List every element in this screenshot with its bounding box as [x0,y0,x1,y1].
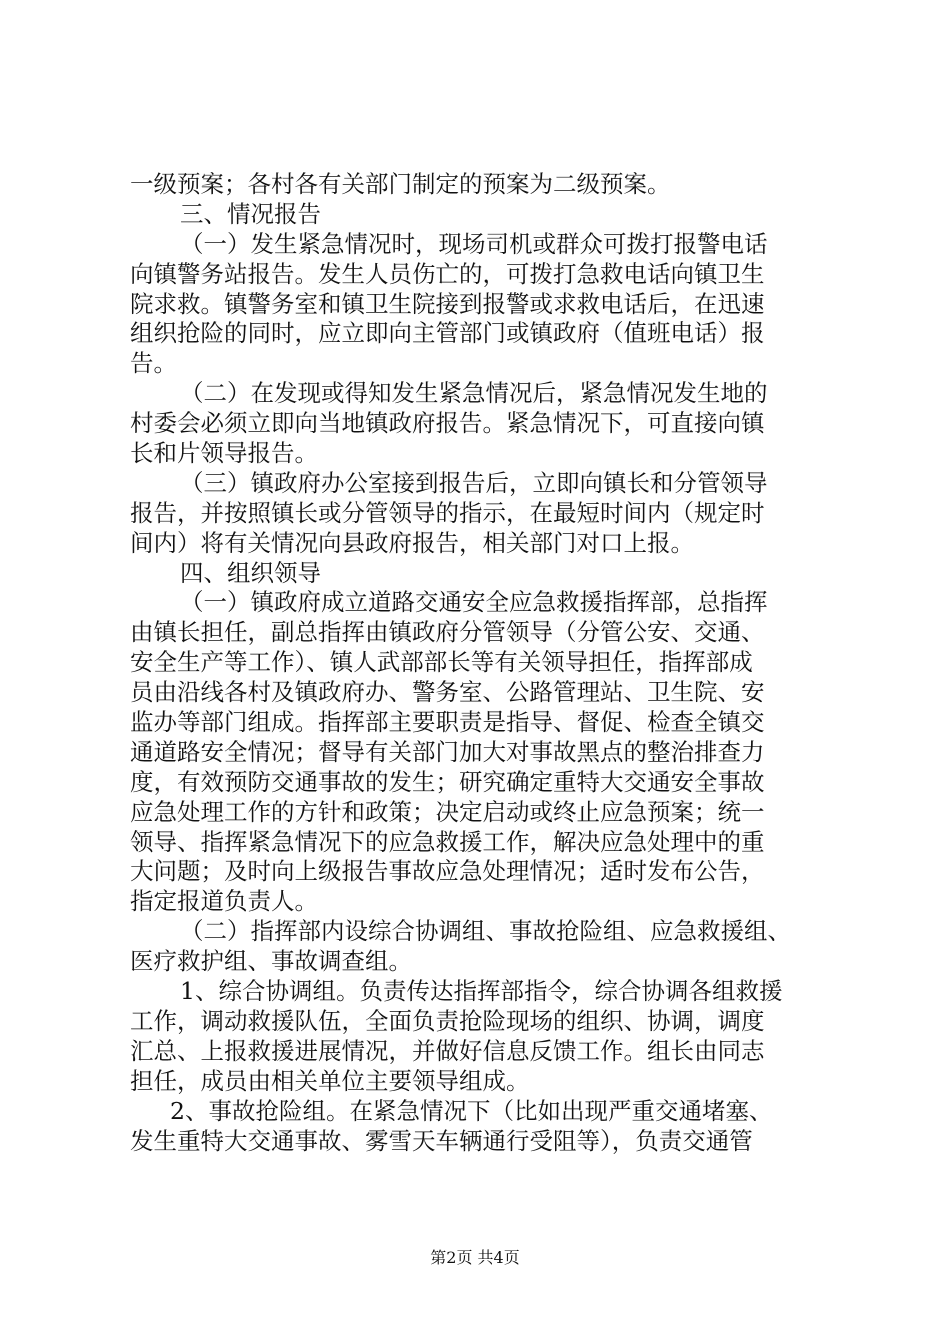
text-line: 度，有效预防交通事故的发生；研究确定重特大交通安全事故 [130,767,765,796]
document-body [130,170,850,1156]
text-line: 组织抢险的同时，应立即向主管部门或镇政府（值班电话）报 [130,319,765,348]
page-footer: 第2页 共4页 [430,1248,520,1267]
text-line: （一）发生紧急情况时，现场司机或群众可拨打报警电话 [180,229,768,258]
text-line: 报告，并按照镇长或分管领导的指示，在最短时间内（规定时 [130,498,765,527]
text-line: （二）在发现或得知发生紧急情况后，紧急情况发生地的 [180,379,768,408]
text-line: 三、情况报告 [180,199,321,228]
text-line: 2、事故抢险组。在紧急情况下（比如出现严重交通堵塞、 [170,1096,773,1125]
text-line: 院求救。镇警务室和镇卫生院接到报警或求救电话后，在迅速 [130,289,765,318]
text-line: 告。 [130,349,177,378]
text-line: 大问题；及时向上级报告事故应急处理情况；适时发布公告， [130,857,765,886]
text-line: 1、综合协调组。负责传达指挥部指令，综合协调各组救援 [180,977,783,1006]
text-line: 发生重特大交通事故、雾雪天车辆通行受阻等），负责交通管 [130,1126,753,1155]
text-line: 医疗救护组、事故调查组。 [130,947,412,976]
text-line: 由镇长担任，副总指挥由镇政府分管领导（分管公安、交通、 [130,618,765,647]
text-line: （一）镇政府成立道路交通安全应急救援指挥部，总指挥 [180,588,768,617]
text-line: 间内）将有关情况向县政府报告，相关部门对口上报。 [130,528,694,557]
text-line: 应急处理工作的方针和政策；决定启动或终止应急预案；统一 [130,797,765,826]
text-line: 长和片领导报告。 [130,439,318,468]
text-line: 村委会必须立即向当地镇政府报告。紧急情况下，可直接向镇 [130,409,765,438]
text-line: 员由沿线各村及镇政府办、警务室、公路管理站、卫生院、安 [130,678,765,707]
text-line: 向镇警务站报告。发生人员伤亡的，可拨打急救电话向镇卫生 [130,259,765,288]
text-line: 安全生产等工作）、镇人武部部长等有关领导担任，指挥部成 [130,648,753,677]
text-line: 通道路安全情况；督导有关部门加大对事故黑点的整治排查力 [130,737,765,766]
text-line: 领导、指挥紧急情况下的应急救援工作，解决应急处理中的重 [130,827,765,856]
text-line: （二）指挥部内设综合协调组、事故抢险组、应急救援组、 [180,917,791,946]
text-line: 监办等部门组成。指挥部主要职责是指导、督促、检查全镇交 [130,708,765,737]
text-line: （三）镇政府办公室接到报告后，立即向镇长和分管领导 [180,468,768,497]
text-line: 担任，成员由相关单位主要领导组成。 [130,1066,530,1095]
text-line: 一级预案；各村各有关部门制定的预案为二级预案。 [130,170,671,198]
text-line: 四、组织领导 [180,558,321,587]
text-line: 工作，调动救援队伍，全面负责抢险现场的组织、协调，调度 [130,1006,765,1035]
text-line: 指定报道负责人。 [130,887,318,916]
text-line: 汇总、上报救援进展情况，并做好信息反馈工作。组长由同志 [130,1036,765,1065]
